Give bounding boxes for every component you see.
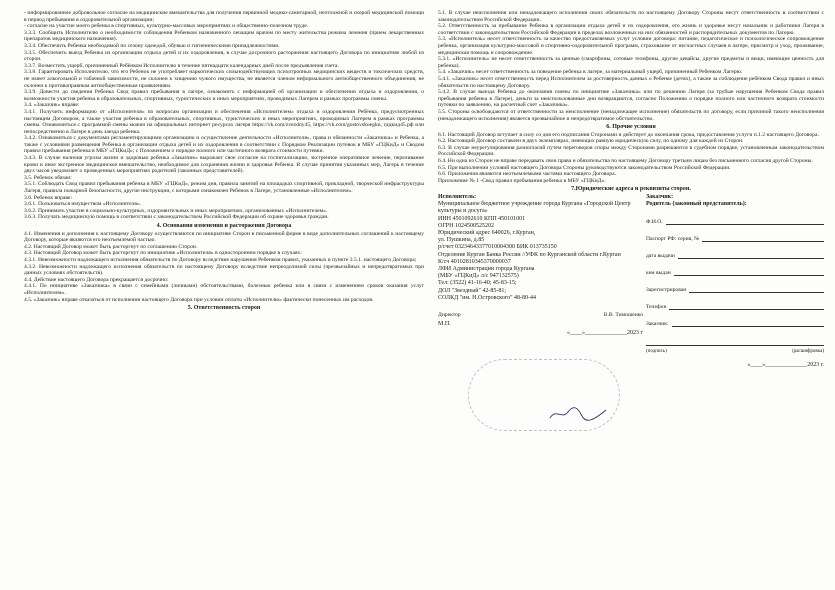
signature-captions — [646, 349, 824, 356]
executor-detail-line: (МБУ «ГЦКиД» л/с 947132575) — [438, 273, 519, 280]
paragraph: 3.3.5. Обеспечить выезд Ребенка из организации отдыха детей и их оздоровления, в случае досрочного расторжения настоящего Договора по инициативе любой из сторон. — [24, 49, 424, 63]
customer-field-label: Паспорт РФ: серия, № — [646, 235, 700, 242]
customer-field-input[interactable] — [678, 252, 824, 259]
customer-field-label: дата выдачи — [646, 252, 675, 259]
executor-detail-line: ИНН 4501092610 КПП 450101001 — [438, 215, 526, 222]
section-6-paragraphs — [438, 132, 824, 185]
paragraph: - согласие на участие моего ребенка в спортивных, культурно-массовых мероприятиях и общественно-полезном труде. — [24, 23, 309, 30]
paragraph: 3.4.1. Получить информацию от «Исполнителя» по вопросам организации и обеспечения «Исполнителем» отдыха и оздоровления Ребёнка, предусмотренных настоящим Договором, а также участия ребенка в образовательных, спортивных, туристических и иных мероприятиях, проводимых Лагерем в рамках программы смены. Ознакомиться с программой смены можно на официальных интернет ресурсах лагеря https://vk.com/zvezdny45, https://vk.com/gostovskoegkn, гдцкид45.рф или непосредственно в Лагере в день заезда ребенка. — [24, 108, 424, 135]
paragraph: 3.3.4. Обеспечить Ребенка необходимой по сезону одеждой, обувью и гигиеническими принадлежностями. — [24, 42, 280, 49]
paragraph: 4.3.1. Невозможности надлежащего исполнения обязательств по Договору вследствие нарушения Ребенком правил, указанных в пункте 3.5.1. настоящего Договора; — [24, 256, 417, 263]
executor-detail-line: Тел: (3522) 41-16-40; 45-83-15; — [438, 280, 517, 287]
paragraph: 5.5. Стороны освобождаются от ответственности за неисполнение (ненадлежащее исполнение) обязательств по договору, если причиной такого неисполнения (ненадлежащего исполнения) является чрезвычайное и непредотвратимое обстоятельство. — [438, 108, 824, 122]
executor-details — [438, 201, 643, 302]
customer-field-input[interactable] — [702, 235, 824, 242]
paragraph: - информированное добровольное согласие на медицинские вмешательства для получения первичной медико-санитарной, неотложной и скорой медицинской помощи в период пребывания в оздоровительной организации; — [24, 10, 424, 23]
section-5-paragraphs — [438, 10, 824, 122]
executor-detail-line: ул. Пушкина, д.85 — [438, 237, 485, 244]
paragraph: 4.3. Настоящий Договор может быть расторгнут по инициативе «Исполнителя» в одностороннем порядке в случаях: — [24, 250, 302, 257]
customer-field — [646, 303, 824, 310]
customer-title: Заказчик: — [646, 194, 674, 201]
paragraph: 5.2. Ответственность за пребывание Ребенка в организации отдыха детей и их оздоровления, его жизнь и здоровье несут начальник и работники Лагеря в соответствии с законодательством Российской Федерации в пределах возложенных на них обязанностей и распорядительных документов по Лагерю. — [438, 23, 824, 36]
director-label: Директор — [438, 312, 461, 319]
requisites-block — [438, 194, 824, 452]
executor-detail-line: СОЛКД "им. Н.Островского" 48-80-44 — [438, 294, 537, 301]
stamp-label: М.П. — [438, 320, 451, 327]
paragraph: 3.4.2. Ознакомиться с документами регламентирующими организацию и осуществление деятельности «Исполнителя», права и обязанности «Заказчика» и Ребенка, а также с условиями размещения Ребенка в организации отдыха детей и их оздоровления в соответствии с Порядком Реализации путевок в МБУ «ГЦКиД» и Сводом правил пребывания ребенка в МБУ «ГЦКиД»; с Положением о порядке полного или частичного возврата стоимости путевки. — [24, 135, 424, 155]
executor-block — [438, 194, 643, 337]
customer-field-input[interactable] — [689, 286, 824, 293]
paragraph: 4.4.1. По инициативе «Заказчика» в связи с семейными (личными) обстоятельствами, болезнью ребенка или в связи с изменением сроков оказания услуг «Исполнителем». — [24, 283, 424, 296]
signature-line[interactable] — [646, 337, 824, 346]
paragraph: 5.4.1. «Заказчик» несет ответственность перед Исполнителем за достоверность данных о Ребенке (детях), а также за соблюдение ребёнком Свода правил и иных обязательств по настоящему Договору. — [438, 75, 824, 89]
paragraph: 3.3.3. Сообщить Исполнителю о необходимости соблюдения Ребенком назначенного лечащим врачом по месту жительства режима лечения (прием лекарственных препаратов медицинского назначения). — [24, 29, 424, 43]
paragraph: 6.1. Настоящий Договор вступает в силу со дня его подписания Сторонами и действует до окончания срока, предоставления услуги п.1.2 настоящего Договора. — [438, 131, 819, 138]
section-7-heading: 7.Юридические адреса и реквизиты сторон. — [571, 186, 691, 193]
paragraph: 3.5. Ребенок обязан: — [24, 174, 72, 181]
customer-fields — [646, 218, 824, 327]
director-name: В.В. Тимошенко — [603, 312, 643, 319]
paragraph: 5.4.2. В случае выезда Ребенка до окончания смены по инициативе «Заказчика» или по решению Лагеря (за грубые нарушения Ребенком Свода правил пребывания ребенка в Лагере), деньги за неиспользованные дни возвращаются, согласно Положению о порядке полного или частичного возврата стоимости путевки по заявлению, на расчетный счет «Заказчика». — [438, 89, 824, 109]
left-column — [24, 10, 424, 584]
executor-detail-line: р/счет 03234643377010004300 БИК 013735150 — [438, 244, 557, 251]
decode-caption: (расшифровка) — [792, 349, 824, 355]
paragraph: 3.6.1. Пользоваться имуществом «Исполнителя». — [24, 201, 142, 208]
customer-date: «____»______________2023 г. — [747, 362, 824, 369]
customer-field-label: Ф.И.О. — [646, 218, 663, 225]
paragraph: 4.4. Действие настоящего Договора прекращается досрочно: — [24, 276, 169, 283]
paragraph: 4.3.2. Невозможности надлежащего исполнения обязательств по настоящему Договору вследствие непреодолимой силы (чрезвычайных и непредотвратимых при данных условиях обстоятельств). — [24, 263, 424, 277]
paragraph: Приложение № 1 -Свод правил пребывания ребенка в МБУ «ГЦКиД». — [438, 177, 606, 184]
section-5-heading: 5. Ответственность сторон — [187, 305, 261, 312]
paragraph: 3.4. «Заказчик» вправе: — [24, 102, 80, 109]
paragraph: 6.4. Ни одна из Сторон не вправе передавать свои права и обязательства по настоящему Договору третьим лицам без письменного согласия другой Стороны. — [438, 158, 813, 165]
customer-field-input[interactable] — [669, 303, 824, 310]
customer-field-label: Зарегистрирован — [646, 286, 687, 293]
executor-detail-line: Муниципальное бюджетное учреждение города Кургана «Городской Центр культуры и досуга» — [438, 201, 631, 215]
right-column — [438, 10, 824, 584]
paragraph: 3.6. Ребенок вправе: — [24, 194, 73, 201]
paragraph: 6.5. При выполнении условий настоящего Договора Стороны руководствуются законодательством Российской Федерации. — [438, 164, 731, 171]
paragraph: 3.5.1. Соблюдать Свод правил пребывания ребенка в МБУ «ГЦКиД», режим дня, правила занятий на площадках спортивной, прикладной, творческой инфраструктуры Лагеря, правила пожарной безопасности, другие инструкции, с которыми ознакомлен Ребенок в Лагере, установленные «Исполнителем». — [24, 181, 424, 195]
paragraph: 5.1. В случае неисполнения или ненадлежащего исполнения своих обязательств по настоящему Договору Стороны несут ответственность в соответствии с законодательством Российской Федерации. — [438, 10, 824, 23]
executor-detail-line: К/сч 40102810345370000037 — [438, 258, 511, 265]
customer-block — [646, 194, 824, 369]
paragraph: 3.3.8. Гарантировать Исполнителю, что его Ребенок не употребляет наркотических сильнодействующих психотропных медицинских веществ и токсических средств, не имеет алкогольной и табачной зависимости, не склонен к хищению чужого имущества, не является членом неформального антиобщественного объединения, не склонен к противоправным антиобщественным проявлениям. — [24, 69, 424, 89]
executor-detail-line: ЛФИ Администрации города Кургана — [438, 266, 535, 273]
customer-subtitle: Родитель (законный представитель): — [646, 201, 747, 208]
customer-field — [646, 286, 824, 293]
paragraph: 3.4.3. В случае наличия угрозы жизни и здоровью ребенка «Заказчик» выражает свое согласие на госпитализацию, экстренное оперативное лечение, переливание крови и иное экстренное медицинское вмешательство, необходимое для сохранения жизни и здоровья Ребенка. В случае принятия указанных мер, Лагерь в течение двух часов уведомляет о проведенных мероприятиях родителей (законных представителей). — [24, 155, 424, 175]
paragraph: 5.3.1. «Исполнитель» не несет ответственность за ценные (смартфоны, сотовые телефоны, другие девайсы, другие предметы и вещи, имеющие ценность для ребенка). — [438, 56, 824, 69]
customer-field-input[interactable] — [666, 218, 824, 225]
customer-field — [646, 235, 824, 242]
section-4-heading: 4. Основания изменения и расторжения Договора — [156, 223, 292, 229]
paragraph: 4.1. Изменения и дополнения к настоящему Договору осуществляются по инициативе Сторон в письменной форме в виде дополнительных соглашений к настоящему Договору, которые являются его неотъемлемой частью. — [24, 230, 424, 244]
paragraph: 3.3.7. Возместить ущерб, причиненный Ребёнком Исполнителю в течение пятнадцати календарных дней после предъявления счета. — [24, 62, 339, 69]
paragraph: 4.5. «Заказчик» вправе отказаться от исполнения настоящего Договора при условии оплаты «Исполнителю» фактически понесенных им расходов. — [24, 296, 374, 303]
paragraph: 6.3. В случае неурегулирования разногласий путем переговоров споры между Сторонами разрешаются в судебном порядке, установленным законодательством Российской Федерации. — [438, 144, 824, 158]
executor-detail-line: ДОЛ "Звездный" 42-85-81; — [438, 287, 507, 294]
customer-field — [646, 269, 824, 276]
customer-field — [646, 320, 824, 327]
left-paragraphs — [24, 10, 424, 221]
paragraph: 3.6.3. Получать медицинскую помощь в соответствии с законодательством Российской Федерации об охране здоровья граждан. — [24, 214, 329, 221]
paragraph: 5.4. «Заказчик» несет ответственность за поведение ребенка в лагере, за материальный ущерб, причиненный Ребенком Лагерю. — [438, 69, 743, 76]
executor-detail-line: ОГРН 1024500525202 — [438, 222, 494, 229]
customer-field-label: Телефон — [646, 303, 667, 310]
executor-title: Исполнитель: — [438, 194, 477, 201]
paragraph: 5.3. «Исполнитель» несет ответственность за качество предоставляемых услуг условии договора: питание, педагогическое и психологическое сопровождение ребенка, организация культурно-массовой и спортивно-оздоровительной программ, страхование от несчастных случаев в лагере, присмотр и уход, проживание, медицинская помощь и сопровождение. — [438, 36, 824, 56]
paragraph: 6.2. Настоящий Договор составлен в двух экземплярах, имеющих равную юридическую силу, по одному для каждой из Сторон. — [438, 138, 744, 145]
executor-detail-line: Отделение Курган Банка России //УФК по Курганской области г.Курган — [438, 251, 621, 258]
director-signature — [548, 406, 608, 422]
customer-field-label: кем выдан — [646, 269, 671, 276]
customer-field-label: Заказчик: — [646, 320, 669, 327]
section-6-heading: 6. Прочие условия — [606, 124, 656, 131]
paragraph: 4.2. Настоящий Договор может быть расторгнут по соглашению Сторон. — [24, 243, 198, 250]
director-signature-row — [438, 312, 643, 319]
customer-field — [646, 218, 824, 225]
paragraph: 3.6.2. Принимать участие в социально-культурных, оздоровительных и иных мероприятиях, организованных «Исполнителем». — [24, 207, 328, 214]
customer-field-input[interactable] — [672, 320, 824, 327]
executor-date: «____»______________2023 г — [567, 329, 643, 336]
executor-detail-line: Юридический адрес 640026, г.Курган, — [438, 230, 536, 237]
customer-field-input[interactable] — [674, 269, 824, 276]
customer-field — [646, 252, 824, 259]
paragraph: 6.6. Приложения являются неотъемлемыми частями настоящего Договора. — [438, 171, 616, 178]
paragraph: 3.3.9. Довести до сведения Ребенка Свод правил пребывания в лагере, ознакомить с информацией об организации и обеспечении отдыха и оздоровления, о возможности участия ребенка в образовательных, спортивных, туристических и иных мероприятиях, проводимых Лагерем и рамках программы смены. — [24, 89, 424, 102]
section-4-paragraphs — [24, 231, 424, 304]
sign-caption: (подпись) — [646, 349, 667, 355]
